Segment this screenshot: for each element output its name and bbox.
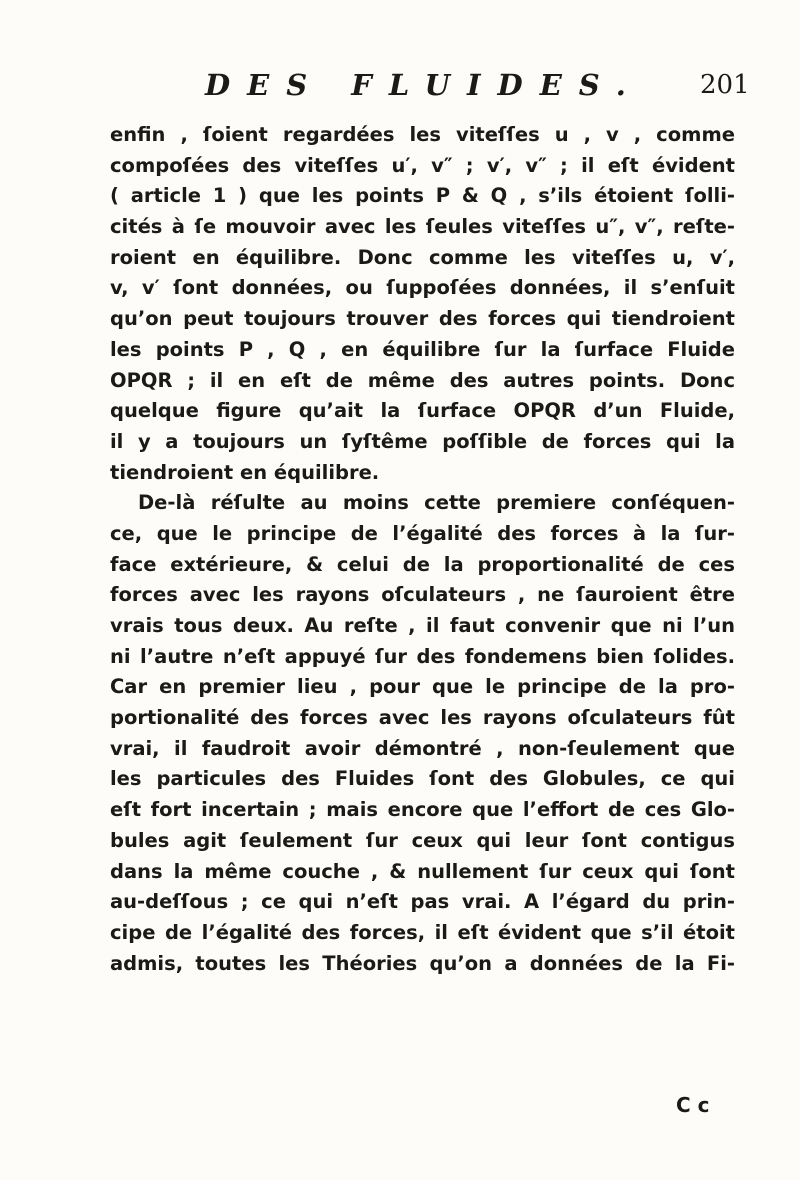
text-line: ce, que le principe de l’égalité des forces à la ſur- xyxy=(110,521,735,545)
text-line: Car en premier lieu , pour que le principe de la pro- xyxy=(110,675,735,699)
text-line: admis, toutes les Théories qu’on a données de la Fi- xyxy=(110,951,735,975)
text-line: bules agit ſeulement ſur ceux qui leur ſont contigus xyxy=(110,828,735,852)
text-line: cipe de l’égalité des forces, il eſt évident que s’il étoit xyxy=(110,920,735,944)
text-line: ( article 1 ) que les points P & Q , s’ils étoient ſolli- xyxy=(110,184,735,208)
text-line: eſt fort incertain ; mais encore que l’effort de ces Glo- xyxy=(110,798,735,822)
text-line: ni l’autre n’eſt appuyé ſur des fondemens bien ſolides. xyxy=(110,644,735,668)
text-line: forces avec les rayons oſculateurs , ne ſauroient être xyxy=(110,583,735,607)
text-line: vrai, il faudroit avoir démontré , non-ſeulement que xyxy=(110,736,735,760)
text-line: OPQR ; il en eſt de même des autres points. Donc xyxy=(110,368,735,392)
text-line: les points P , Q , en équilibre ſur la ſurface Fluide xyxy=(110,337,735,361)
text-line: au-deſſous ; ce qui n’eſt pas vrai. A l’égard du prin- xyxy=(110,890,735,914)
text-line: v, v′ ſont données, ou ſuppoſées données, il s’enſuit xyxy=(110,276,735,300)
text-line: compoſées des viteſſes u′, v″ ; v′, v″ ; il eſt évident xyxy=(110,153,735,177)
text-line: quelque figure qu’ait la ſurface OPQR d’un Fluide, xyxy=(110,399,735,423)
running-head: DES FLUIDES. xyxy=(205,68,643,102)
text-line: portionalité des forces avec les rayons oſculateurs fût xyxy=(110,706,735,730)
text-line: tiendroient en équilibre. xyxy=(110,460,380,484)
text-line: cités à ſe mouvoir avec les ſeules viteſſes u″, v″, reſte- xyxy=(110,215,735,239)
body-text xyxy=(110,120,735,979)
text-line: De-là réſulte au moins cette premiere conſéquen- xyxy=(138,491,735,515)
signature-mark: C c xyxy=(676,1093,710,1117)
text-line: enfin , ſoient regardées les viteſſes u , v , comme xyxy=(110,123,735,146)
page-number: 201 xyxy=(700,70,750,100)
text-line: roient en équilibre. Donc comme les viteſſes u, v′, xyxy=(110,245,735,269)
text-line: il y a toujours un ſyſtême poſſible de forces qui la xyxy=(110,429,735,453)
text-line: vrais tous deux. Au reſte , il faut convenir que ni l’un xyxy=(110,614,735,637)
text-line: les particules des Fluides ſont des Globules, ce qui xyxy=(110,767,735,791)
text-line: face extérieure, & celui de la proportionalité de ces xyxy=(110,552,735,576)
text-line: qu’on peut toujours trouver des forces qui tiendroient xyxy=(110,307,735,331)
text-line: dans la même couche , & nullement ſur ceux qui ſont xyxy=(110,859,735,883)
